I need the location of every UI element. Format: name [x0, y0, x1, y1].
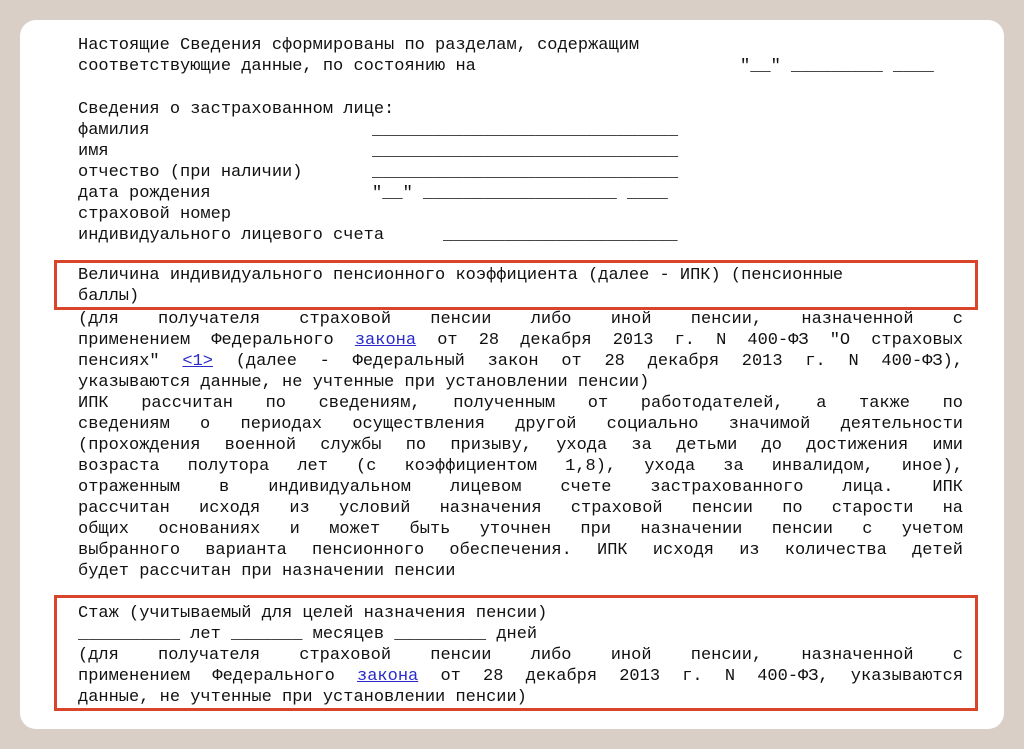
stazh-note-line-2: применением Федерального закона от 28 декабря 2013 г. N 400-ФЗ, указываются — [78, 667, 964, 686]
ipk-body-line-1: ИПК рассчитан по сведениям, полученным от работодателей, а также по — [78, 394, 963, 413]
name-label: имя — [78, 142, 109, 161]
months-field: _______ — [231, 625, 303, 644]
stazh-note-line-3: данные, не учтенные при установлении пенсии) — [78, 688, 527, 707]
ipk-note-line-2: применением Федерального закона от 28 декабря 2013 г. N 400-ФЗ "О страховых — [78, 331, 964, 350]
stazh-note-line-1: (для получателя страховой пенсии либо иной пенсии, назначенной с — [78, 646, 963, 665]
footnote-link[interactable]: <1> — [182, 352, 213, 371]
date-blank: "__" _________ ____ — [740, 57, 934, 76]
ipk-body-line-2: сведениям о периодах осуществления другой социально значимой деятельности — [78, 415, 963, 434]
ipk-note-line-4: указываются данные, не учтенные при установлении пенсии) — [78, 373, 650, 392]
ipk-body-line-7: общих основаниях и может быть уточнен при назначении пенсии с учетом — [78, 520, 963, 539]
surname-field: ______________________________ — [372, 121, 679, 140]
birth-label: дата рождения — [78, 184, 211, 203]
ipk-body-line-5: отраженным в индивидуальном лицевом счете застрахованного лица. ИПК — [78, 478, 963, 497]
ipk-body-line-8: выбранного варианта пенсионного обеспечения. ИПК исходя из количества детей — [78, 541, 963, 560]
ipk-body-line-4: возраста полутора лет (с коэффициентом 1,8), ухода за инвалидом, иное), — [78, 457, 963, 476]
ipk-body-line-9: будет рассчитан при назначении пенсии — [78, 562, 456, 581]
snils-label-1: страховой номер — [78, 205, 232, 224]
ipk-body-line-3: (прохождения военной службы по призыву, ухода за детьми до достижения ими — [78, 436, 963, 455]
patronymic-label: отчество (при наличии) — [78, 163, 303, 182]
insured-heading: Сведения о застрахованном лице: — [78, 100, 395, 119]
stazh-duration-line: __________ лет _______ месяцев _________ дней — [78, 625, 538, 644]
snils-field: _______________________ — [443, 226, 678, 245]
birth-field: "__" ___________________ ____ — [372, 184, 668, 203]
snils-label-2: индивидуального лицевого счета — [78, 226, 385, 245]
stazh-title: Стаж (учитываемый для целей назначения пенсии) — [78, 604, 548, 623]
ipk-body-line-6: рассчитан исходя из условий назначения страховой пенсии по старости на — [78, 499, 963, 518]
ipk-title-1: Величина индивидуального пенсионного коэффициента (далее - ИПК) (пенсионные — [78, 266, 844, 285]
law-link-2[interactable]: закона — [357, 667, 419, 686]
ipk-note-line-3: пенсиях" <1> (далее - Федеральный закон от 28 декабря 2013 г. N 400-ФЗ), — [78, 352, 964, 371]
days-field: _________ — [394, 625, 487, 644]
name-field: ______________________________ — [372, 142, 679, 161]
patronymic-field: ______________________________ — [372, 163, 679, 182]
surname-label: фамилия — [78, 121, 150, 140]
ipk-note-line-1: (для получателя страховой пенсии либо иной пенсии, назначенной с — [78, 310, 963, 329]
intro-line-2: соответствующие данные, по состоянию на — [78, 57, 476, 76]
ipk-title-2: баллы) — [78, 287, 140, 306]
years-field: __________ — [78, 625, 181, 644]
intro-line-1: Настоящие Сведения сформированы по разделам, содержащим — [78, 36, 640, 55]
law-link[interactable]: закона — [354, 331, 417, 350]
